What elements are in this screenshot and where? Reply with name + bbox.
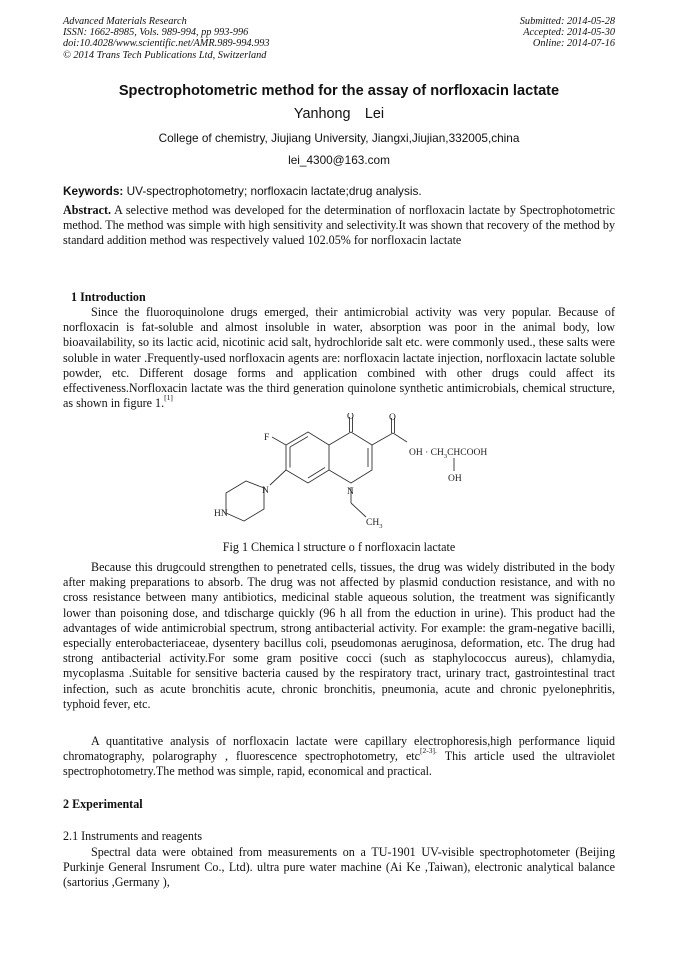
keywords-text: UV-spectrophotometry; norfloxacin lactate;drug analysis. xyxy=(123,184,422,198)
experimental-paragraph-1 xyxy=(63,845,615,891)
section-heading-introduction: 1 Introduction xyxy=(71,290,146,304)
carboxyl-oxygen-label: O xyxy=(389,413,396,423)
submitted-date: Submitted: 2014-05-28 xyxy=(519,16,615,27)
copyright-line: © 2014 Trans Tech Publications Ltd, Switzerland xyxy=(63,49,267,61)
methyl-label: $CH_3$ xyxy=(366,518,383,530)
intro-p2-text: Because this drugcould strengthen to penetrated cells, tissues, the drug was widely distributed in the body after making preparations to absorb. The drug was not affected by plasmid conduction resistance, and with no cross resistance between many antibiotics, medicinal stable aqueous solution, the treatment was significantly lower than poisoning dose, and tdischarge quickly (96 h all from the eduction in urine). This product had the advantages of wide antimicrobial spectrum, strong antibacterial activity. For example: the gram-negative bacilli, especially enterobacteriaceae, dysentery bacillus coli, pseudomonas aeruginosa, deformation, etc. The drug had strong antibacterial activity.For some gram positive cocci (such as staphylococcus aureus), chlamydia, mycoplasma .Suitable for sensitive bacteria caused by the respiratory tract, urinary tract, gastrointestinal tract infection, such as acute bronchitis acute, chronic bronchitis, pneumonia, acute and chronic pyelonephritis, typhoid fever, etc. xyxy=(63,560,615,711)
intro-paragraph-2 xyxy=(63,560,615,712)
lactate-salt-label: OH · $CH_3CHCOOH$ xyxy=(409,448,488,460)
abstract-text: A selective method was developed for the determination of norfloxacin lactate by Spectrophotometric method. The method was simple with high sensitivity and selectivity.It was shown that recovery of the method by standard addition method was respectively valued 102.05% for norfloxacin lactate xyxy=(63,203,615,248)
quinolone-nitrogen-label: N xyxy=(347,487,354,497)
amine-label: HN xyxy=(214,509,228,519)
carbonyl-oxygen-label: O xyxy=(347,413,354,422)
intro-p1-text: Since the fluoroquinolone drugs emerged, their antimicrobial activity was very popular. Because of norfloxacin is fat-soluble and almost insoluble in water, absorption was poor in the animal body, low bioavailability, so its lactic acid, nicotinic acid salt, hydrochloride salt etc. were commonly used., these salts were soluble in water .Frequently-used norfloxacin agents are: norfloxacin lactate injection, norfloxacin lactate soluble powder, etc. Different dosage forms and application combined with other drugs could affect its effectiveness.Norfloxacin lactate was the third generation quinolone synthetic antimicrobials, chemical structure, as shown in figure 1. xyxy=(63,305,615,411)
author-name: Yanhong Lei xyxy=(293,106,385,122)
abstract xyxy=(63,203,615,249)
piperazine-nitrogen-label: N xyxy=(262,486,269,496)
journal-name: Advanced Materials Research xyxy=(63,16,187,27)
journal-info xyxy=(63,16,270,61)
citation-1: [1] xyxy=(164,393,173,403)
intro-paragraph-3 xyxy=(63,734,615,780)
fluorine-label: F xyxy=(264,433,270,443)
norfloxacin-structure-diagram xyxy=(208,413,498,535)
issn-line: ISSN: 1662-8985, Vols. 989-994, pp 993-996 xyxy=(63,27,249,39)
accepted-date: Accepted: 2014-05-30 xyxy=(523,27,615,39)
figure-caption: Fig 1 Chemica l structure o f norfloxacin lactate xyxy=(222,540,456,554)
doi-line: doi:10.4028/www.scientific.net/AMR.989-994.993 xyxy=(63,38,270,50)
affiliation: College of chemistry, Jiujiang University, Jiangxi,Jiujian,332005,china xyxy=(158,131,520,145)
experimental-p1-text: Spectral data were obtained from measurements on a TU-1901 UV-visible spectrophotometer (Beijing Purkinje General Insrument Co., Ltd). ultra pure water machine (Ai Ke ,Taiwan), electronic analytical balance (sartorius ,Germany ), xyxy=(63,845,615,890)
online-date: Online: 2014-07-16 xyxy=(532,38,615,50)
intro-p3-text-end: This article used the ultraviolet spectrophotometry.The method was simple, rapid, economical and practical. xyxy=(63,749,615,779)
dates-info xyxy=(520,16,615,50)
intro-p3-text: A quantitative analysis of norfloxacin lactate were capillary electrophoresis,high performance liquid chromatography, polarography , fluorescence spectrophotometry, etc xyxy=(63,734,615,764)
chemical-structure-figure xyxy=(208,413,498,535)
paper-title: Spectrophotometric method for the assay of norfloxacin lactate xyxy=(118,83,560,99)
hydroxyl-label: OH xyxy=(448,474,462,484)
author-email: lei_4300@163.com xyxy=(288,153,390,167)
subsection-heading-instruments: 2.1 Instruments and reagents xyxy=(63,829,203,843)
intro-paragraph-1 xyxy=(63,305,615,411)
citation-2-3: [2-3]. xyxy=(420,746,437,756)
section-heading-experimental: 2 Experimental xyxy=(63,797,143,811)
keywords-label: Keywords: xyxy=(63,184,124,198)
abstract-label: Abstract. xyxy=(63,203,112,217)
keywords xyxy=(63,184,615,198)
